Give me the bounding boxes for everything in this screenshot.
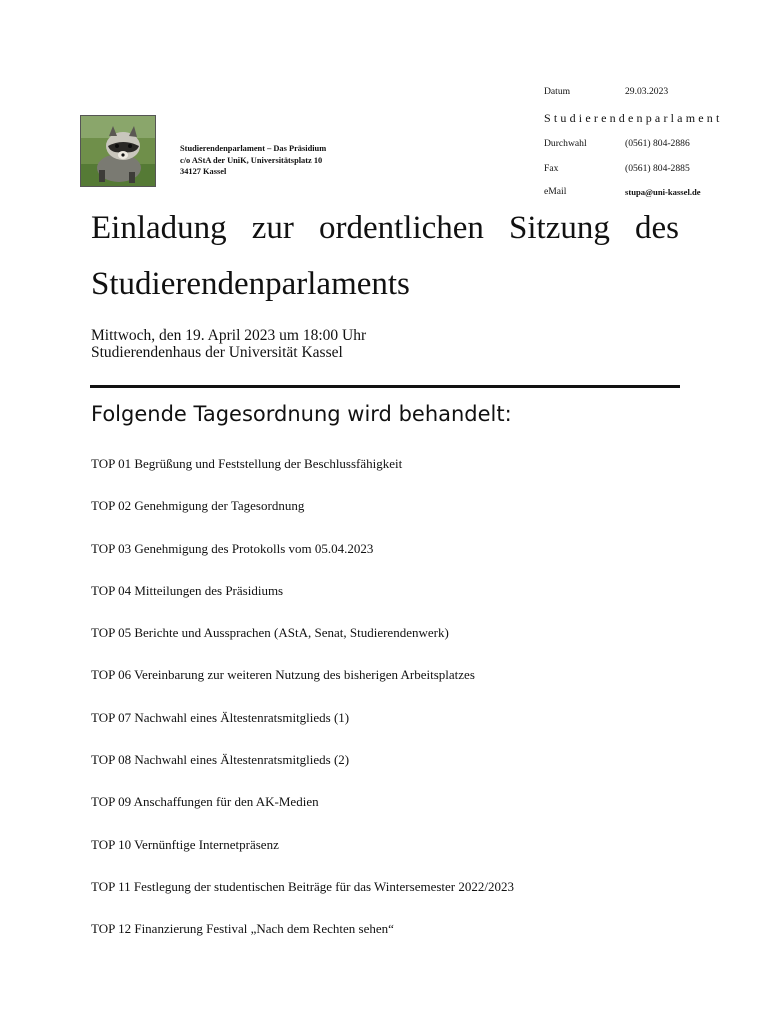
sender-address — [180, 143, 326, 178]
raccoon-photo-icon — [81, 116, 155, 186]
horizontal-rule — [90, 385, 680, 388]
agenda-item: TOP 01 Begrüßung und Feststellung der Beschlussfähigkeit — [91, 456, 403, 471]
agenda-item: TOP 04 Mitteilungen des Präsidiums — [91, 582, 284, 598]
agenda-heading: Folgende Tagesordnung wird behandelt: — [91, 402, 512, 426]
contact-value: 29.03.2023 — [625, 86, 669, 97]
title-word: ordentlichen — [318, 210, 484, 246]
contact-label: Durchwahl — [544, 138, 587, 149]
raccoon-logo-image — [80, 115, 156, 187]
email-link[interactable]: stupa@uni-kassel.de — [625, 187, 701, 197]
title-word: des — [634, 210, 679, 246]
title-word: Sitzung — [509, 210, 610, 246]
sender-line: 34127 Kassel — [180, 167, 227, 176]
sender-line: c/o AStA der UniK, Universitätsplatz 10 — [180, 155, 323, 165]
agenda-item: TOP 06 Vereinbarung zur weiteren Nutzung des bisherigen Arbeitsplatzes — [91, 667, 475, 683]
meeting-datetime: Mittwoch, den 19. April 2023 um 18:00 Uhr — [91, 327, 367, 344]
title-word: zur — [251, 210, 294, 246]
document-title — [91, 200, 679, 312]
title-line-1 — [91, 200, 679, 256]
organization-name: Studierendenparlament — [544, 111, 723, 125]
contact-value: (0561) 804-2885 — [625, 163, 690, 174]
agenda-item: TOP 12 Finanzierung Festival „Nach dem Rechten sehen“ — [91, 921, 394, 937]
meeting-info — [91, 327, 366, 361]
agenda-item: TOP 02 Genehmigung der Tagesordnung — [91, 498, 305, 514]
contact-label: Datum — [544, 86, 571, 97]
meeting-location: Studierendenhaus der Universität Kassel — [91, 344, 343, 361]
title-line-2: Studierendenparlaments — [91, 266, 410, 302]
contact-label: Fax — [544, 163, 559, 174]
agenda-item: TOP 10 Vernünftige Internetpräsenz — [91, 836, 279, 852]
agenda-item: TOP 08 Nachwahl eines Ältestenratsmitglieds (2) — [91, 752, 350, 768]
agenda-item: TOP 07 Nachwahl eines Ältestenratsmitglieds (1) — [91, 709, 350, 725]
agenda-list — [91, 456, 514, 964]
contact-label: eMail — [544, 186, 567, 197]
contact-value: (0561) 804-2886 — [625, 138, 690, 149]
title-word: Einladung — [91, 210, 227, 246]
agenda-item: TOP 05 Berichte und Aussprachen (AStA, Senat, Studierendenwerk) — [91, 625, 449, 641]
agenda-item: TOP 11 Festlegung der studentischen Beiträge für das Wintersemester 2022/2023 — [91, 878, 514, 894]
agenda-item: TOP 03 Genehmigung des Protokolls vom 05.04.2023 — [91, 540, 374, 556]
agenda-item: TOP 09 Anschaffungen für den AK-Medien — [91, 794, 319, 810]
sender-line: Studierendenparlament – Das Präsidium — [180, 144, 327, 153]
